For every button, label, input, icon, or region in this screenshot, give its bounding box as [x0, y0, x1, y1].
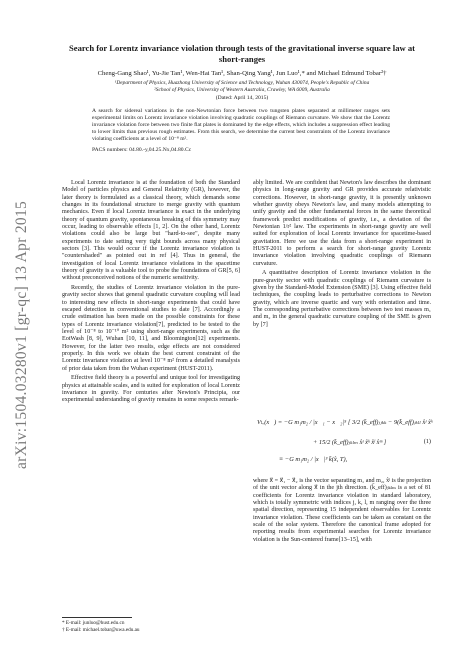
- date-line: (Dated: April 14, 2015): [215, 95, 269, 101]
- author-list: Cheng-Gang Shao¹, Yu-Jie Tan¹, Wen-Hai Tan¹, Shan-Qing Yang¹, Jun Luo¹,* and Michael Edmund Tobar²†: [97, 70, 387, 77]
- footnote-email-1: * E-mail: junluo@hust.edu.cn: [62, 620, 125, 626]
- paper-title: Search for Lorentz invariance violation through tests of the gravitational inverse square law at short-ranges: [68, 43, 416, 64]
- pacs-numbers: PACS numbers: 04.80.-y,04.25.Nx,04.80.Cc: [92, 147, 192, 153]
- arxiv-stamp-text: arXiv:1504.03280v1 [gr-qc] 13 Apr 2015: [13, 200, 30, 470]
- equation-line-2: + 15/2 (k̄_eff)ⱼₖₗₘ x̂ʲ x̂ᵏ x̂ˡ x̂ᵐ ]: [313, 439, 387, 446]
- affiliation-1: ¹Department of Physics, Huazhong University of Science and Technology, Wuhan 430074, People's Republic of China: [114, 80, 370, 86]
- left-column: [62, 180, 240, 407]
- equation-line-1: Vₗᵥ(x⃗) = −G m₁m₂ / |x⃗₁ − x⃗₂|⁵ [ 3/2 (k̄_eff)ⱼⱼₖₖ − 9(k̄_eff)ⱼₖₗₗ x̂ʲ x̂ᵏ: [257, 419, 433, 426]
- footnote-email-2: † E-mail: michael.tobar@uwa.edu.au: [62, 627, 140, 633]
- paragraph: Recently, the studies of Lorentz invariance violation in the pure-gravity sector shows that general quadratic curvature coupling will lead to interesting new effects in short-range experiments that could have escaped detection in conventional studies to date [7]. Accordingly a crude estimation has been made on the possible constraints for these types of Lorentz invariance violation[7], predicted to be tested to the level of 10⁻⁸ to 10⁻¹⁰ m² using short-range experiments, such as the EotWash [8, 9], Wuhan [10, 11], and Bloomington[12] experiments. However, for the latter two results, edge effects are not considered properly. In this work we obtain the best current constraint of the Lorentz invariance violation at level 10⁻⁸ m² from a detailed reanalysis of prior data taken from the Wuhan experiment (HUST-2011).: [62, 285, 240, 372]
- equation-line-3: ≡ −G m₁m₂ / |x⃗|³ k̄(x̂, T),: [279, 456, 348, 463]
- right-column-bottom: [253, 478, 431, 546]
- paragraph: ably limited. We are confident that Newton's law describes the dominant physics in long-range gravity and GR provides accurate relativistic corrections. However, in short-range gravity, it is presently unknown whether gravity obeys Newton's law, and many models attempting to unify gravity and the other fundamental forces in the same theoretical framework predict modifications of gravity, i.e., a deviation of the Newtonian 1/r² law. The experiments in short-range gravity are well suited for exploration of local Lorentz invariance for spacetime-based gravitation. Here we use the data from a short-range experiment in HUST-2011 to perform a search for short-range gravity Lorentz invariance violation involving quadratic couplings of Riemann curvature.: [253, 180, 431, 267]
- affiliations: [52, 80, 432, 95]
- right-column-top: [253, 180, 431, 331]
- abstract: A search for sidereal variations in the non-Newtonian force between two tungsten plates separated at millimeter ranges sets experimental limits on Lorentz invariance violation involving quadratic couplings of Riemann curvature. We show that the Lorentz invariance violation force between two finite flat plates is dominated by the edge effects, which includes a suppression effect leading to lower limits than previous rough estimates. From this search, we determine the current best constraints of the Lorentz invariance violating coefficients at a level of 10⁻⁸ m².: [92, 108, 390, 143]
- paragraph: Local Lorentz invariance is at the foundation of both the Standard Model of particles physics and General Relativity (GR), however, the later theory is formulated as a classical theory, which demands some changes in its foundational structure to merge gravity with quantum mechanics. Even if local Lorentz invariance is exact in the underlying theory of quantum gravity, spontaneous breaking of this symmetry may occur, leading to observable effects [1, 2]. On the other hand, Lorentz violations could also be large but "hard-to-see", despite many experiments to date setting very tight bounds across many physical sectors [3]. This would occur if the Lorentz invariance violation is "countershaded" as pointed out in ref [4]. Thus in general, the investigation of local Lorentz invariance violations in the spacetime theory of gravity is a valuable tool to probe the foundations of GR[5, 6] without preconceived notions of the numeric sensitivity.: [62, 180, 240, 282]
- footnote-divider: [62, 617, 132, 618]
- paragraph: Effective field theory is a powerful and unique tool for investigating physics at attainable scales, and is suited for exploration of local Lorentz invariance in gravity. For centuries after Newton's Principia, our experimental understanding of gravity remains in some respects remark-: [62, 375, 240, 404]
- equation-1: [253, 414, 431, 474]
- footnotes: [62, 620, 240, 634]
- arxiv-identifier-stamp: [10, 170, 34, 500]
- equation-number: (1): [423, 438, 431, 445]
- paragraph: A quantitative description of Lorentz invariance violation in the pure-gravity sector with quadratic couplings of Riemann curvature is given by the Standard-Model Extension (SME) [3]. Using effective field techniques, the coupling leads to perturbative corrections to Newton gravity, which are inverse quartic and vary with orientation and time. The corresponding perturbative corrections between two test masses m₁ and m₂ in the general quadratic curvature coupling of the SME is given by [7]: [253, 270, 431, 328]
- paragraph: where x⃗ = x⃗₁ − x⃗₂ is the vector separating m₁ and m₂, x̂ʲ is the projection of the unit vector along x⃗ in the jth direction. (k̄_eff)ⱼₖₗₘ is a set of 81 coefficients for Lorentz invariance violation in standard laboratory, which is totally symmetric with indices j, k, l, m ranging over the three spatial direction, representing 15 independent observables for Lorentz invariance violation. These coefficients can be taken as constant on the scale of the solar system. Therefore the canonical frame adopted for reporting results from experimental searches for Lorentz invariance violation is the Sun-centered frame[13–15], with: [253, 478, 431, 543]
- affiliation-2: ²School of Physics, University of Western Australia, Crawley, WA 6009, Australia: [154, 87, 330, 94]
